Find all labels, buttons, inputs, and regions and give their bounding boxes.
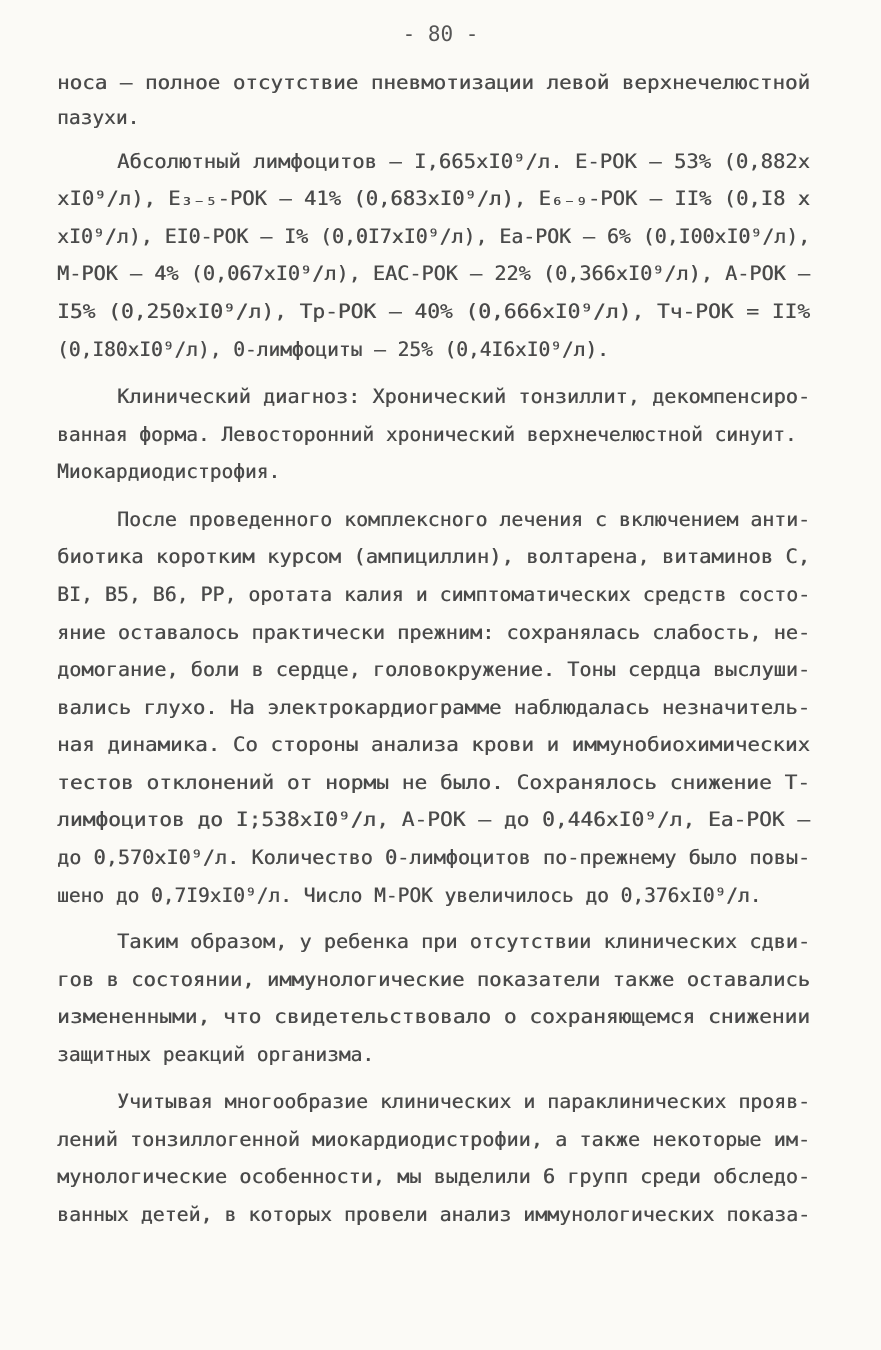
text-line: вались глухо. На электрокардиограмме наблюдалась незначитель-: [57, 696, 811, 719]
text-line: ванная форма. Левосторонний хронический верхнечелюстной синуит.: [57, 423, 797, 446]
text-line: пазухи.: [57, 106, 140, 129]
text-line: После проведенного комплексного лечения с включением анти-: [117, 508, 810, 531]
text-line: мунологические особенности, мы выделили 6 групп среди обследо-: [57, 1165, 811, 1188]
text-line: М-РОК – 4% (0,067xI0⁹/л), ЕАС-РОК – 22% (0,366xI0⁹/л), А-РОК –: [57, 262, 811, 285]
text-line: BI, B5, B6, PP, оротата калия и симптоматических средств состо-: [57, 583, 811, 606]
text-line: измененными, что свидетельствовало о сохраняющемся снижении: [57, 1005, 811, 1028]
text-line: гов в состоянии, иммунологические показатели также оставались: [57, 968, 811, 991]
text-line: лимфоцитов до I;538xI0⁹/л, А-РОК – до 0,446xI0⁹/л, Еа-РОК –: [57, 808, 811, 831]
text-line: тестов отклонений от нормы не было. Сохранялось снижение Т-: [57, 771, 811, 794]
text-line: I5% (0,250xI0⁹/л), Тр-РОК – 40% (0,666xI0⁹/л), Тч-РОК = II%: [57, 300, 811, 323]
text-line: домогание, боли в сердце, головокружение. Тоны сердца выслуши-: [57, 658, 811, 681]
text-line: шено до 0,7I9xI0⁹/л. Число М-РОК увеличилось до 0,376xI0⁹/л.: [57, 884, 762, 907]
text-line: Миокардиодистрофия.: [57, 460, 281, 483]
text-line: Учитывая многообразие клинических и параклинических прояв-: [117, 1090, 810, 1113]
text-line: xI0⁹/л), ЕI0-РОК – I% (0,0I7xI0⁹/л), Еа-РОК – 6% (0,I00xI0⁹/л),: [57, 225, 811, 248]
text-line: ванных детей, в которых провели анализ иммунологических показа-: [57, 1203, 811, 1226]
page-number: - 80 -: [402, 22, 479, 46]
text-line: биотика коротким курсом (ампициллин), волтарена, витаминов С,: [57, 545, 811, 568]
text-line: Абсолютный лимфоцитов – I,665xI0⁹/л. Е-РОК – 53% (0,882x: [117, 150, 811, 173]
text-line: Клинический диагноз: Хронический тонзиллит, декомпенсиро-: [117, 385, 811, 408]
text-line: (0,I80xI0⁹/л), 0-лимфоциты – 25% (0,4I6xI0⁹/л).: [57, 338, 609, 361]
text-line: xI0⁹/л), Е₃₋₅-РОК – 41% (0,683xI0⁹/л), Е₆₋₉-РОК – II% (0,I8 x: [57, 187, 811, 210]
text-line: Таким образом, у ребенка при отсутствии клинических сдви-: [117, 930, 811, 953]
text-line: лений тонзиллогенной миокардиодистрофии, а также некоторые им-: [57, 1128, 811, 1151]
text-line: ная динамика. Со стороны анализа крови и иммунобиохимических: [57, 733, 811, 756]
text-line: до 0,570xI0⁹/л. Количество 0-лимфоцитов по-прежнему было повы-: [57, 846, 811, 869]
text-line: яние оставалось практически прежним: сохранялась слабость, не-: [57, 621, 811, 644]
text-line: носа – полное отсутствие пневмотизации левой верхнечелюстной: [57, 71, 811, 94]
text-line: защитных реакций организма.: [57, 1043, 374, 1066]
